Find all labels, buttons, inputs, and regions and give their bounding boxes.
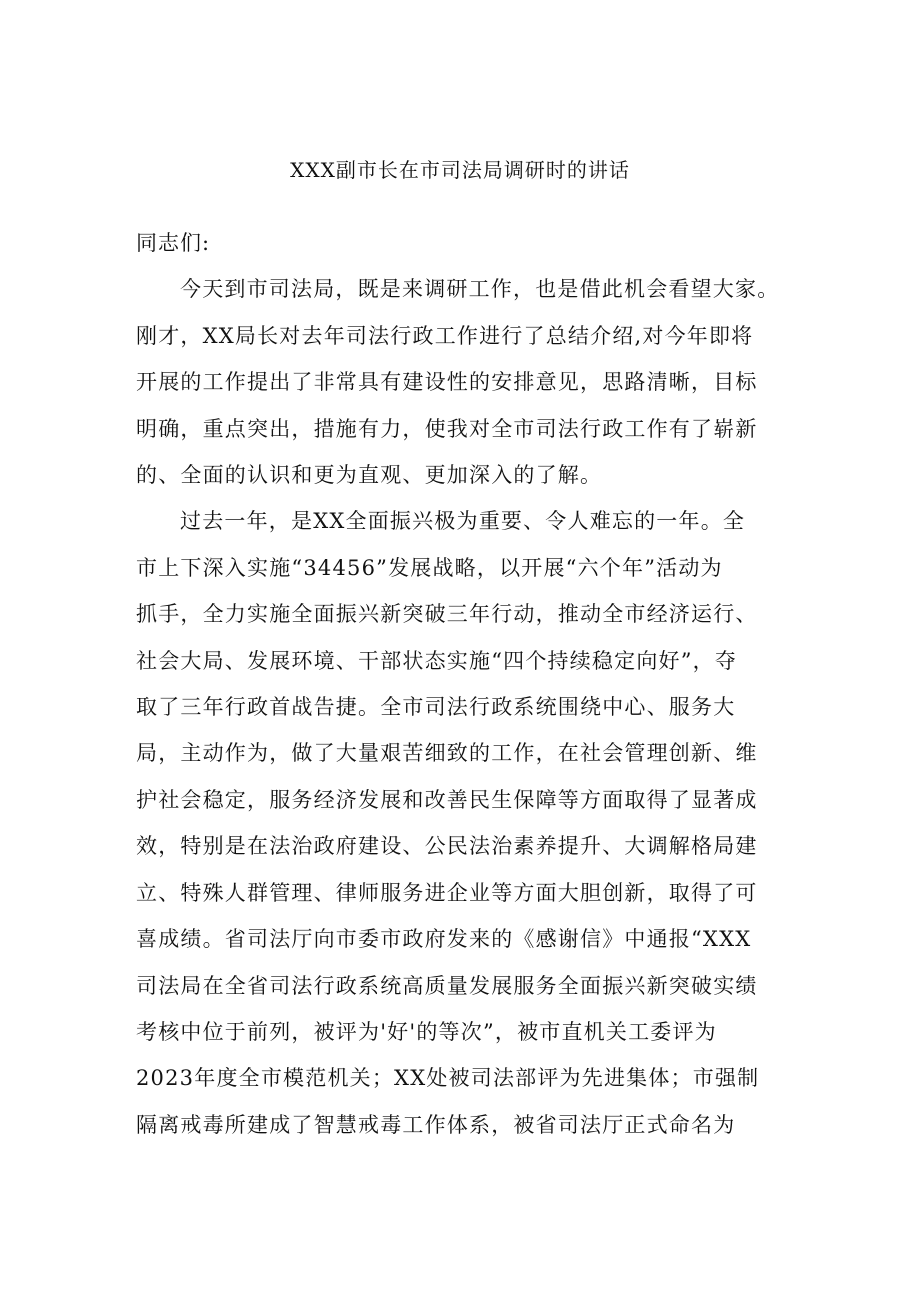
paragraph-line: 刚才，XX局长对去年司法行政工作进行了总结介绍,对今年即将 xyxy=(136,323,754,348)
document-body xyxy=(136,220,816,1148)
paragraph-line: 效，特别是在法治政府建设、公民法治素养提升、大调解格局建 xyxy=(136,834,758,859)
paragraph-line: 开展的工作提出了非常具有建设性的安排意见，思路清晰，目标 xyxy=(136,370,758,395)
paragraph-2 xyxy=(136,498,816,1148)
paragraph-line: 明确，重点突出，措施有力，使我对全市司法行政工作有了崭新 xyxy=(136,416,758,441)
paragraph-line: 护社会稳定，服务经济发展和改善民生保障等方面取得了显著成 xyxy=(136,787,758,812)
paragraph-line: 喜成绩。省司法厅向市委市政府发来的《感谢信》中通报“XXX xyxy=(136,927,752,952)
paragraph-line: 局，主动作为，做了大量艰苦细致的工作，在社会管理创新、维 xyxy=(136,741,758,766)
paragraph-line: 的、全面的认识和更为直观、更加深入的了解。 xyxy=(136,463,603,488)
paragraph-line: 今天到市司法局，既是来调研工作，也是借此机会看望大家。 xyxy=(180,277,780,302)
paragraph-line: 市上下深入实施“34456”发展战略，以开展“六个年”活动为 xyxy=(136,555,723,580)
paragraph-line: 取了三年行政首战告捷。全市司法行政系统围绕中心、服务大 xyxy=(136,695,736,720)
paragraph-line: 抓手，全力实施全面振兴新突破三年行动，推动全市经济运行、 xyxy=(136,602,758,627)
paragraph-line: 司法局在全省司法行政系统高质量发展服务全面振兴新突破实绩 xyxy=(136,973,758,998)
paragraph-1 xyxy=(136,266,816,498)
paragraph-line: 过去一年，是XX全面振兴极为重要、令人难忘的一年。全 xyxy=(180,509,746,534)
paragraph-line: 隔离戒毒所建成了智慧戒毒工作体系，被省司法厅正式命名为 xyxy=(136,1112,736,1137)
document-title: XXX副市长在市司法局调研时的讲话 xyxy=(290,158,630,182)
paragraph-line: 立、特殊人群管理、律师服务进企业等方面大胆创新，取得了可 xyxy=(136,880,758,905)
paragraph-line: 考核中位于前列，被评为'好'的等次”，被市直机关工委评为 xyxy=(136,1019,717,1044)
salutation: 同志们: xyxy=(136,231,211,255)
paragraph-line: 社会大局、发展环境、干部状态实施“四个持续稳定向好”，夺 xyxy=(136,648,738,673)
paragraph-line: 2023年度全市模范机关；XX处被司法部评为先进集体；市强制 xyxy=(136,1066,760,1091)
